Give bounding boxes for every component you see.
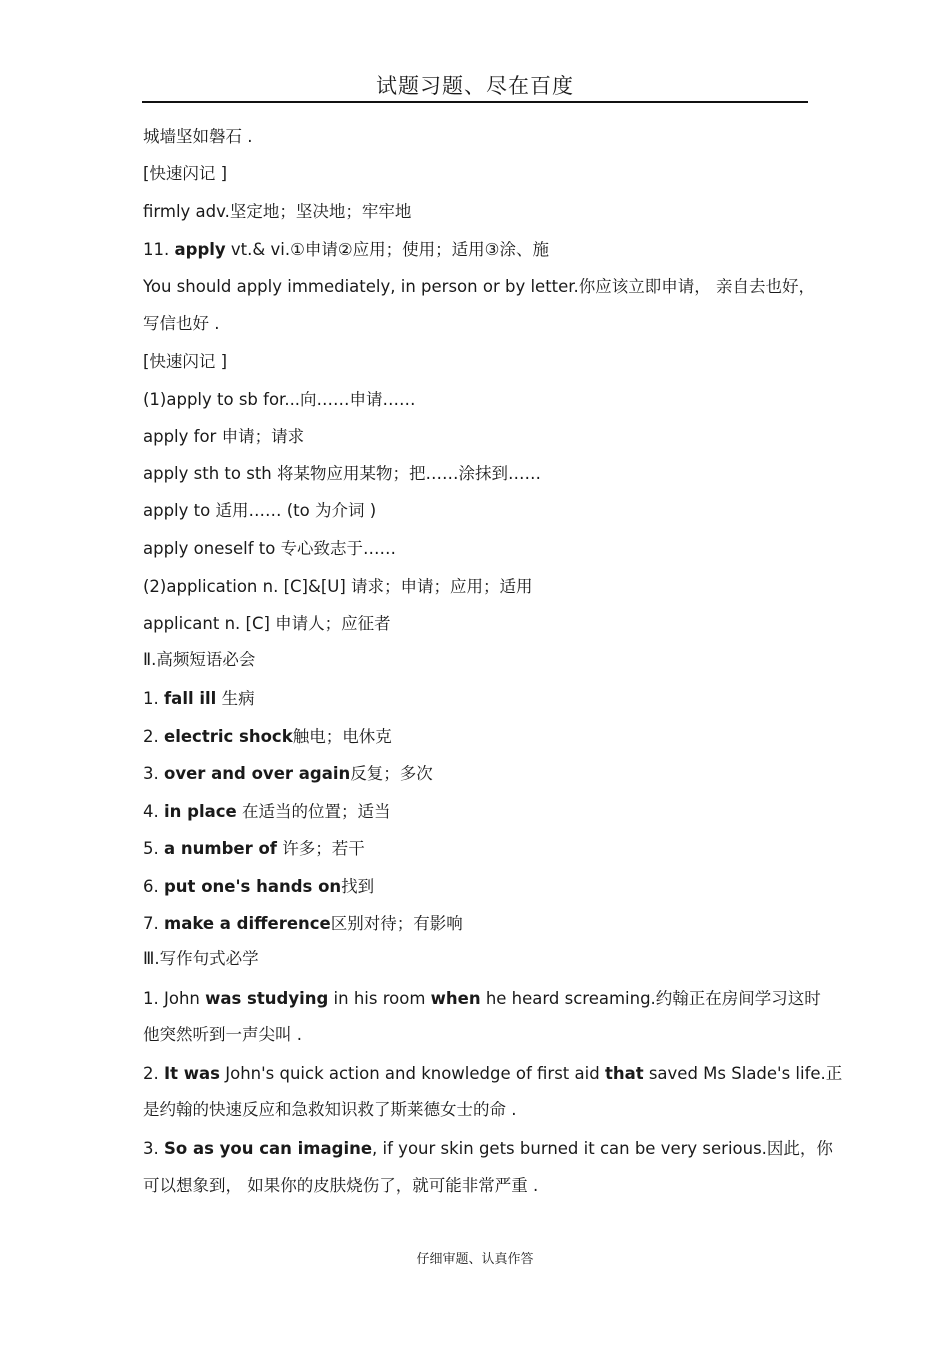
text-line [143,727,392,747]
text-segment: Ⅱ.高频短语必会 [143,650,256,669]
text-segment: 2. [143,727,164,746]
text-line [143,164,227,184]
bold-term: over and over again [164,764,351,783]
bold-term: when [430,989,481,1008]
bold-term: apply [174,240,226,259]
text-segment: 6. [143,877,164,896]
bold-term: that [604,1064,644,1083]
text-segment: , if your skin gets burned it can be very serious.因此，你 [372,1139,833,1158]
text-line [143,689,255,709]
text-segment: 3. [143,764,164,783]
text-line [143,650,255,670]
text-segment: 3. [143,1139,164,1158]
text-segment: 2. [143,1064,164,1083]
text-line [143,949,259,969]
bold-term: It was [164,1064,220,1083]
text-segment: 7. [143,914,164,933]
bold-term: was studying [205,989,329,1008]
text-line [143,802,390,822]
text-line [143,764,433,784]
text-line [143,577,533,597]
text-line [143,1064,842,1084]
text-segment: 可以想象到， 如果你的皮肤烧伤了，就可能非常严重 . [143,1176,539,1195]
text-segment: 触电；电休克 [292,727,392,746]
page-footer: 仔细审题、认真作答 [416,1252,534,1267]
text-segment: 4. [143,802,164,821]
text-segment: 找到 [341,877,375,896]
text-segment: 在适当的位置；适当 [236,802,391,821]
text-line [143,277,815,297]
text-line [143,614,391,634]
text-line [143,427,304,447]
bold-term: fall ill [164,689,217,708]
text-segment: John's quick action and knowledge of first aid [219,1064,605,1083]
text-segment: apply for 申请；请求 [143,427,305,446]
text-line [143,839,365,859]
text-line [143,352,227,372]
text-segment: applicant n. [C] 申请人；应征者 [143,614,391,633]
text-segment: You should apply immediately, in person or by letter.你应该立即申请， 亲自去也好， [143,277,816,296]
text-segment: apply sth to sth 将某物应用某物；把……涂抹到…… [143,464,541,483]
text-segment: 许多；若干 [276,839,365,858]
text-segment: (1)apply to sb for...向……申请…… [143,390,416,409]
text-segment: 区别对待；有影响 [330,914,463,933]
text-segment: 反复；多次 [350,764,433,783]
text-line [143,501,376,521]
text-segment: vt.& vi.①申请②应用；使用；适用③涂、施 [225,240,549,259]
bold-term: make a difference [164,914,331,933]
text-segment: 生病 [216,689,255,708]
text-line [143,464,541,484]
bold-term: electric shock [164,727,293,746]
text-segment: 5. [143,839,164,858]
text-line [143,127,253,147]
page-header-title: 试题习题、尽在百度 [376,74,574,98]
text-segment: [快速闪记 ] [143,352,228,371]
bold-term: in place [164,802,237,821]
text-line [143,240,549,260]
text-segment: 城墙坚如磐石 . [143,127,253,146]
bold-term: put one's hands on [164,877,342,896]
text-line [143,1176,538,1196]
text-segment: (2)application n. [C]&[U] 请求；申请；应用；适用 [143,577,533,596]
text-line [143,314,220,334]
text-segment: 他突然听到一声尖叫 . [143,1025,302,1044]
text-segment: apply oneself to 专心致志于…… [143,539,397,558]
text-segment: he heard screaming.约翰正在房间学习这时 [480,989,821,1008]
bold-term: So as you can imagine [164,1139,373,1158]
text-segment: [快速闪记 ] [143,164,228,183]
text-line [143,202,411,222]
text-segment: firmly adv.坚定地；坚决地；牢牢地 [143,202,412,221]
text-line [143,539,396,559]
text-line [143,914,463,934]
text-segment: 写信也好 . [143,314,220,333]
text-segment: saved Ms Slade's life.正 [643,1064,843,1083]
text-segment: apply to 适用…… (to 为介词 ) [143,501,377,520]
text-line [143,989,821,1009]
text-segment: 1. John [143,989,206,1008]
text-line [143,1025,302,1045]
text-segment: 11. [143,240,175,259]
text-line [143,877,374,897]
text-line [143,1139,833,1159]
header-divider [142,101,808,103]
text-line [143,390,416,410]
bold-term: a number of [164,839,277,858]
text-segment: Ⅲ.写作句式必学 [143,949,259,968]
text-segment: in his room [328,989,431,1008]
text-line [143,1100,517,1120]
text-segment: 是约翰的快速反应和急救知识救了斯莱德女士的命 . [143,1100,517,1119]
text-segment: 1. [143,689,164,708]
